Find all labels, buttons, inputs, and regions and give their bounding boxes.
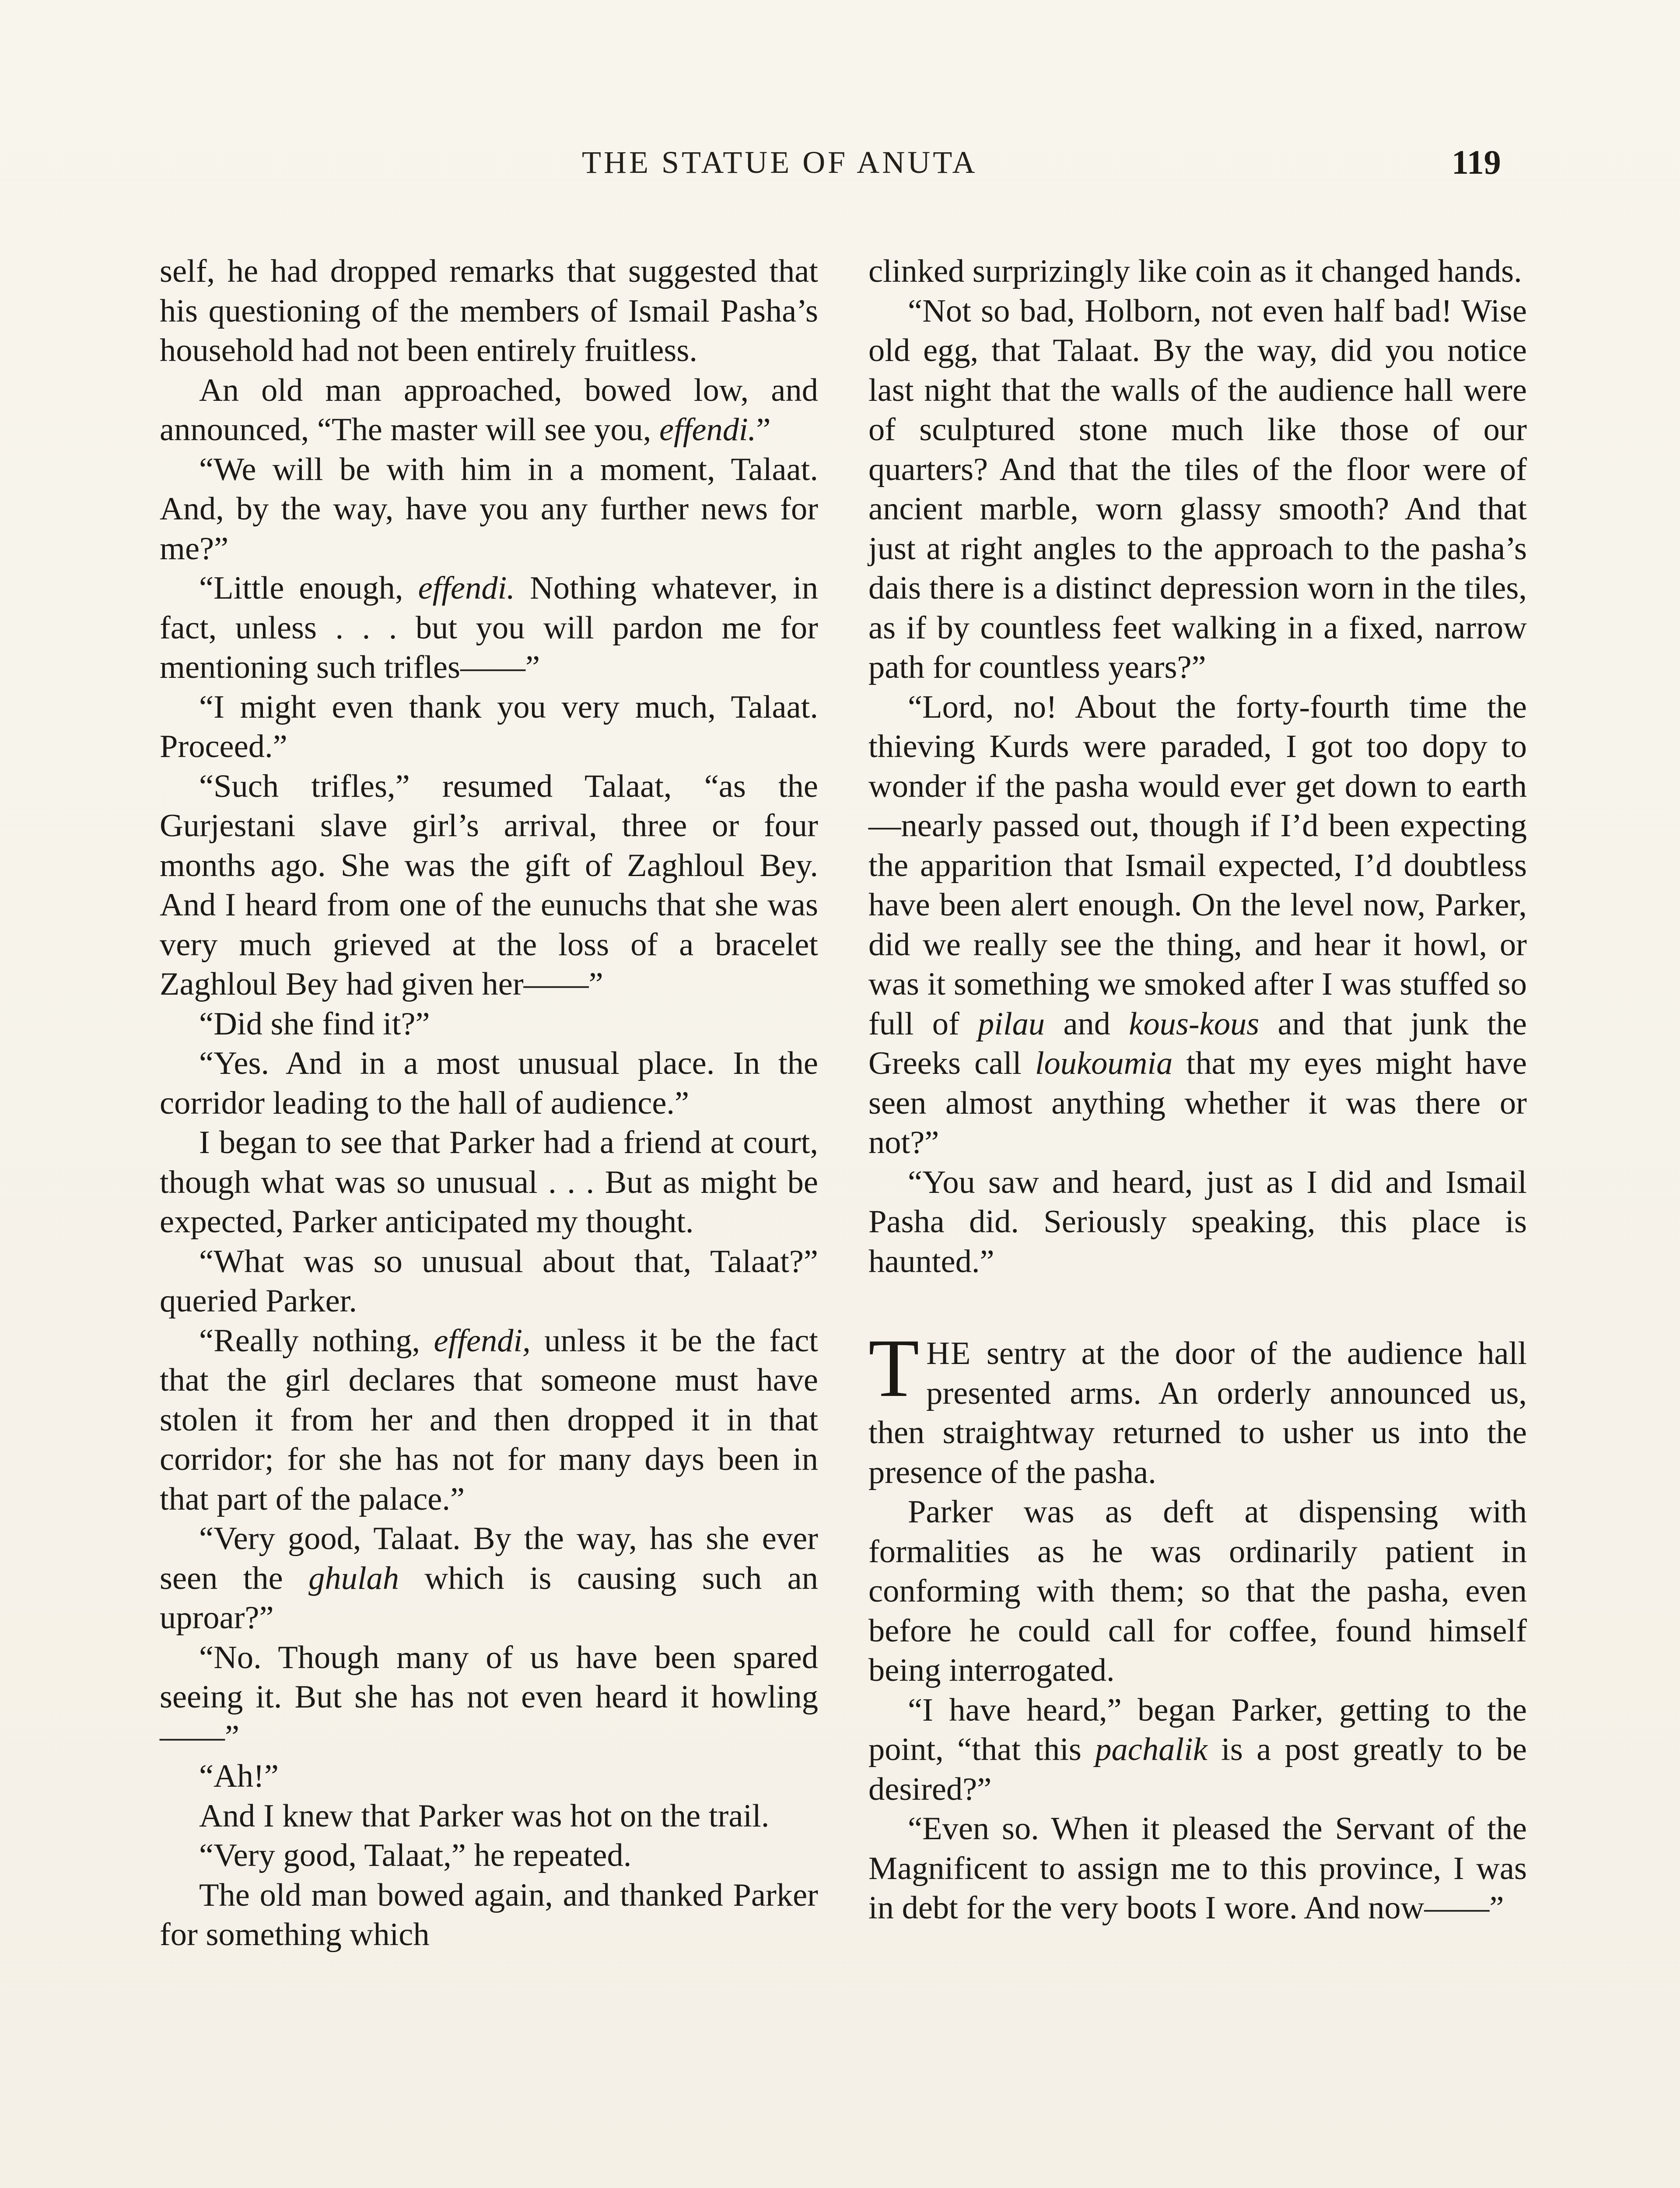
text-run: Nothing whatever, in fact, unless . . . but you will pardon me for mentioning such trifles——” — [160, 570, 818, 685]
text-run: is a post greatly to be desired?” — [868, 1732, 1527, 1807]
paragraph — [160, 1519, 818, 1638]
paragraph — [868, 1322, 1527, 1492]
paragraph — [160, 371, 818, 450]
text-run: “Very good, Talaat,” he repeated. — [199, 1837, 632, 1873]
paragraph — [868, 252, 1527, 291]
italic-text: effendi. — [659, 412, 756, 448]
text-run: which is causing such an uproar?” — [160, 1560, 818, 1636]
paragraph — [160, 1876, 818, 1955]
text-run: Parker was as deft at dispensing with formalities as he was ordinarily patient in conforming with them; so that the pasha, even before he could call for coffee, found himself being interrogated. — [868, 1494, 1527, 1688]
italic-text: effendi. — [418, 570, 515, 606]
page-number: 119 — [1452, 143, 1501, 181]
text-run: sentry at the door of the audience hall presented arms. An orderly announced us, then straightway returned to usher us into the presence of the pasha. — [868, 1336, 1527, 1490]
italic-text: loukoumia — [1035, 1045, 1173, 1081]
small-caps-lead: HE — [926, 1336, 972, 1371]
paragraph — [160, 450, 818, 569]
italic-text: kous-kous — [1129, 1006, 1260, 1042]
text-run: “Lord, no! About the forty-fourth time the thieving Kurds were paraded, I got too dopy to wonder if the pasha would ever get down to earth —nearly passed out, though if I’d been expecting the apparition that Ismail expected, I’d doubtless have been alert enough. On the level now, Parker, did we really see the thing, and hear it howl, or was it something we smoked after I was stuffed so full of — [868, 689, 1527, 1042]
italic-text: pachalik — [1095, 1732, 1208, 1767]
text-run: “Such trifles,” resumed Talaat, “as the Gurjestani slave girl’s arrival, three or four months ago. She was the gift of Zaghloul Bey. And I heard from one of the eunuchs that she was very much grieved at the loss of a bracelet Zaghloul Bey had given her——” — [160, 768, 818, 1002]
text-run: “I might even thank you very much, Talaat. Proceed.” — [160, 689, 818, 764]
paragraph — [160, 1242, 818, 1321]
paragraph — [160, 1321, 818, 1519]
paragraph — [868, 1809, 1527, 1928]
text-run: self, he had dropped remarks that suggested that his questioning of the members of Ismail Pasha’s household had not been entirely fruitless. — [160, 253, 818, 368]
paragraph — [160, 1044, 818, 1123]
italic-text: ghulah — [308, 1560, 399, 1596]
paragraph — [160, 568, 818, 687]
text-run: “Little enough, — [199, 570, 418, 606]
text-run: An old man approached, bowed low, and announced, “The master will see you, — [160, 372, 818, 448]
text-run: I began to see that Parker had a friend at court, though what was so unusual . . . But as might be expected, Parker anticipated my thought. — [160, 1125, 818, 1240]
paragraph — [160, 252, 818, 371]
paragraph — [868, 1163, 1527, 1282]
paragraph — [868, 291, 1527, 687]
text-run: “Yes. And in a most unusual place. In the corridor leading to the hall of audience.” — [160, 1045, 818, 1121]
left-column — [160, 252, 818, 1955]
paragraph — [868, 1492, 1527, 1690]
text-run: “I have heard,” began Parker, getting to the point, “that this — [868, 1692, 1527, 1767]
paragraph — [868, 687, 1527, 1163]
text-run: “We will be with him in a moment, Talaat. And, by the way, have you any further news for me?” — [160, 451, 818, 567]
drop-cap: T — [868, 1322, 920, 1414]
paragraph — [160, 1004, 818, 1044]
text-run: unless it be the fact that the girl declares that someone must have stolen it from her and then dropped it in that corridor; for she has not for many days been in that part of the palace.” — [160, 1322, 819, 1517]
paragraph — [160, 687, 818, 767]
italic-text: effendi, — [434, 1322, 531, 1359]
paragraph — [160, 1638, 818, 1757]
text-run: “Not so bad, Holborn, not even half bad! Wise old egg, that Talaat. By the way, did you notice last night that the walls of the audience hall were of sculptured stone much like those of our quarters? And that the tiles of the floor were of ancient marble, worn glassy smooth? And that just at right angles to the approach to the pasha’s dais there is a distinct depression worn in the tiles, as if by countless feet walking in a fixed, narrow path for countless years?” — [868, 293, 1527, 685]
text-run: “No. Though many of us have been spared seeing it. But she has not even heard it howling——” — [160, 1639, 818, 1755]
text-run: “You saw and heard, just as I did and Ismail Pasha did. Seriously speaking, this place is haunted.” — [868, 1164, 1527, 1280]
text-run: and that junk the Greeks call — [868, 1006, 1527, 1081]
text-run: “What was so unusual about that, Talaat?” queried Parker. — [160, 1243, 818, 1319]
paragraph — [160, 1836, 818, 1876]
right-column — [868, 252, 1527, 1928]
text-run: “Did she find it?” — [199, 1006, 430, 1042]
paragraph — [160, 1757, 818, 1796]
text-run: “Really nothing, — [199, 1322, 434, 1359]
paragraph — [868, 1690, 1527, 1809]
paragraph — [160, 1123, 818, 1242]
italic-text: pilau — [978, 1006, 1045, 1042]
running-head: THE STATUE OF ANUTA — [582, 145, 978, 180]
paragraph — [160, 1796, 818, 1836]
text-run: clinked surprizingly like coin as it changed hands. — [868, 253, 1522, 289]
text-run: “Ah!” — [199, 1758, 279, 1794]
paragraph — [160, 767, 818, 1004]
text-run: “Even so. When it pleased the Servant of the Magnificent to assign me to this province, I was in debt for the very boots I wore. And now——” — [868, 1811, 1527, 1926]
text-run: that my eyes might have seen almost anything whether it was there or not?” — [868, 1045, 1527, 1161]
text-run: The old man bowed again, and thanked Parker for something which — [160, 1877, 818, 1953]
text-run: ” — [756, 412, 771, 448]
text-run: “Very good, Talaat. By the way, has she ever seen the — [160, 1521, 818, 1596]
text-run: And I knew that Parker was hot on the trail. — [199, 1798, 770, 1834]
text-run: and — [1045, 1006, 1129, 1042]
